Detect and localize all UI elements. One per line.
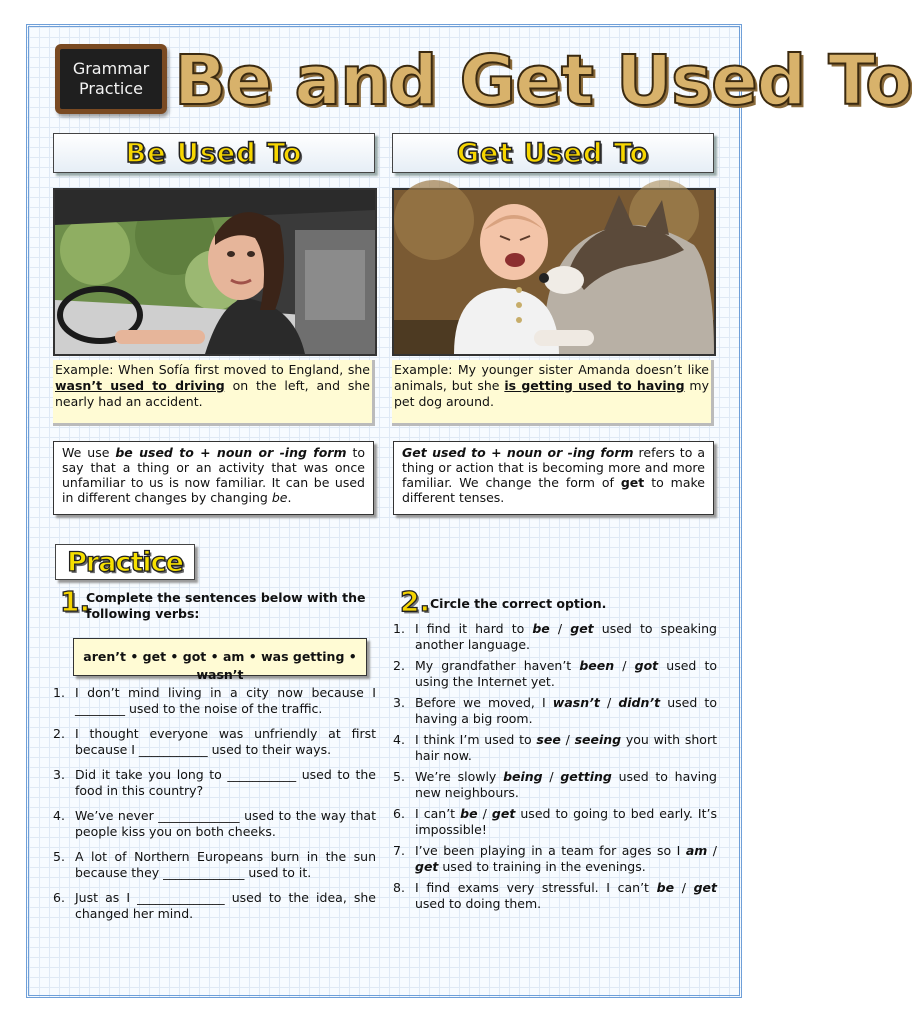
- item-text-end: used to doing them.: [415, 896, 542, 911]
- exercise-2-item: 1. I find it hard to be / get used to speaking another language.: [393, 621, 717, 652]
- example-right-text-2: my pet dog around.: [394, 378, 709, 409]
- option-1[interactable]: be: [532, 621, 550, 636]
- practice-heading-text: Practice: [67, 546, 183, 578]
- example-left-text-1: Example: When Sofía first moved to England, she: [55, 362, 370, 377]
- exercise-1-item: [53, 849, 376, 881]
- exercise-2-instruction: Circle the correct option.: [430, 596, 607, 611]
- item-number: 6.: [53, 890, 65, 905]
- be-used-to-heading: [53, 133, 375, 173]
- item-text-end: used to training in the evenings.: [438, 859, 646, 874]
- item-text: I’ve been playing in a team for ages so I: [415, 843, 686, 858]
- item-text: I don’t mind living in a city now because I ________ used to the noise of the traffic.: [75, 685, 376, 716]
- item-text-end: used to speaking another language.: [415, 621, 717, 652]
- option-1[interactable]: be: [460, 806, 478, 821]
- exercise-2-item: 4. I think I’m used to see / seeing you with short hair now.: [393, 732, 717, 763]
- explanation-left-text-3: .: [287, 490, 292, 505]
- item-number: 5.: [393, 769, 405, 784]
- explanation-right-text-1: refers to a thing or action that is becoming more and more familiar. We change the form of: [402, 445, 705, 490]
- item-number: 2.: [53, 726, 65, 741]
- option-2[interactable]: get: [491, 806, 516, 821]
- item-number: 3.: [53, 767, 65, 782]
- item-text: A lot of Northern Europeans burn in the sun because they _____________ used to it.: [75, 849, 376, 880]
- option-2[interactable]: getting: [560, 769, 612, 784]
- exercise-1-number: 1.: [60, 585, 91, 618]
- option-2[interactable]: get: [693, 880, 717, 895]
- get-used-to-heading-text: Get Used To: [456, 137, 650, 169]
- exercise-1-item: [53, 726, 376, 758]
- item-text-end: used to going to bed early. It’s impossible!: [415, 806, 717, 837]
- option-1[interactable]: wasn’t: [552, 695, 600, 710]
- example-right-text-1: Example: My younger sister Amanda doesn’t like animals, but she: [394, 362, 709, 393]
- item-number: 3.: [393, 695, 405, 710]
- get-used-to-explanation: [393, 441, 714, 515]
- item-text-end: used to using the Internet yet.: [415, 658, 717, 689]
- get-used-to-example: [392, 360, 714, 426]
- item-number: 5.: [53, 849, 65, 864]
- option-2[interactable]: didn’t: [618, 695, 661, 710]
- baby-and-dog-illustration: [394, 190, 714, 354]
- explanation-right-text-2: to make different tenses.: [402, 475, 705, 505]
- explanation-left-text-2: to say that a thing or an activity that was once unfamiliar to us is now familiar. It can be used in different changes by changing: [62, 445, 366, 505]
- item-number: 1.: [393, 621, 405, 636]
- exercise-1-item: [53, 767, 376, 799]
- option-2[interactable]: get: [570, 621, 594, 636]
- be-used-to-explanation: [53, 441, 374, 515]
- item-number: 4.: [393, 732, 405, 747]
- option-1[interactable]: see: [536, 732, 561, 747]
- example-left-key-phrase: wasn’t used to driving: [55, 378, 225, 393]
- item-text: I find exams very stressful. I can’t: [415, 880, 657, 895]
- option-1[interactable]: been: [579, 658, 615, 673]
- item-text: Did it take you long to ___________ used to the food in this country?: [75, 767, 376, 798]
- item-text-end: you with short hair now.: [415, 732, 717, 763]
- item-text-end: used to having a big room.: [415, 695, 717, 726]
- exercise-2-number: 2.: [400, 585, 431, 618]
- verb-list-box: aren’t • get • got • am • was getting • wasn’t: [73, 638, 367, 676]
- chalkboard-line-1: Grammar: [72, 59, 150, 78]
- item-text: I thought everyone was unfriendly at first because I ___________ used to their ways.: [75, 726, 376, 757]
- exercise-2-item: 6. I can’t be / get used to going to bed early. It’s impossible!: [393, 806, 717, 837]
- exercise-2-item: 2. My grandfather haven’t been / got used to using the Internet yet.: [393, 658, 717, 689]
- item-text: I find it hard to: [415, 621, 533, 636]
- item-text: My grandfather haven’t: [415, 658, 580, 673]
- item-text: We’re slowly: [415, 769, 504, 784]
- woman-driving-photo: [53, 188, 377, 356]
- item-number: 8.: [393, 880, 405, 895]
- exercise-1-item: [53, 808, 376, 840]
- item-text: We’ve never _____________ used to the way that people kiss you on both cheeks.: [75, 808, 376, 839]
- item-text: Before we moved, I: [415, 695, 553, 710]
- item-number: 2.: [393, 658, 405, 673]
- get-used-to-heading: [392, 133, 714, 173]
- exercise-1-list: [53, 685, 376, 931]
- item-number: 6.: [393, 806, 405, 821]
- explanation-left-text-1: We use: [62, 445, 116, 460]
- exercise-2-list: [393, 621, 717, 917]
- item-text: I think I’m used to: [415, 732, 537, 747]
- exercise-2-item: 7. I’ve been playing in a team for ages so I am / get used to training in the evenings.: [393, 843, 717, 874]
- exercise-2-item: 3. Before we moved, I wasn’t / didn’t used to having a big room.: [393, 695, 717, 726]
- explanation-right-get: get: [620, 475, 645, 490]
- be-used-to-heading-text: Be Used To: [125, 137, 303, 169]
- item-text-end: used to having new neighbours.: [415, 769, 717, 800]
- grammar-practice-chalkboard: [55, 44, 167, 114]
- explanation-right-rule: Get used to + noun or -ing form: [402, 445, 634, 460]
- item-text: Just as I ______________ used to the idea, she changed her mind.: [75, 890, 376, 921]
- explanation-left-be: be: [271, 490, 288, 505]
- chalkboard-line-2: Practice: [79, 79, 143, 98]
- option-1[interactable]: am: [685, 843, 708, 858]
- example-left-text-2: on the left, and she nearly had an accident.: [55, 378, 371, 409]
- baby-and-dog-photo: [392, 188, 716, 356]
- option-1[interactable]: be: [656, 880, 675, 895]
- option-2[interactable]: got: [634, 658, 659, 673]
- option-1[interactable]: being: [503, 769, 543, 784]
- option-2[interactable]: get: [415, 859, 439, 874]
- exercise-2-item: 8. I find exams very stressful. I can’t be / get used to doing them.: [393, 880, 717, 911]
- exercise-1-item: [53, 890, 376, 922]
- exercise-2-item: 5. We’re slowly being / getting used to having new neighbours.: [393, 769, 717, 800]
- option-2[interactable]: seeing: [574, 732, 622, 747]
- item-text: I can’t: [415, 806, 461, 821]
- woman-driving-illustration: [55, 190, 375, 354]
- item-number: 7.: [393, 843, 405, 858]
- item-number: 1.: [53, 685, 65, 700]
- exercise-1-item: [53, 685, 376, 717]
- exercise-1-instruction: Complete the sentences below with the following verbs:: [86, 590, 366, 621]
- be-used-to-example: [53, 360, 375, 426]
- practice-heading: [55, 544, 195, 580]
- item-number: 4.: [53, 808, 65, 823]
- explanation-left-rule: be used to + noun or -ing form: [115, 445, 347, 460]
- page-title: Be and Get Used To: [174, 41, 912, 121]
- example-right-key-phrase: is getting used to having: [504, 378, 685, 393]
